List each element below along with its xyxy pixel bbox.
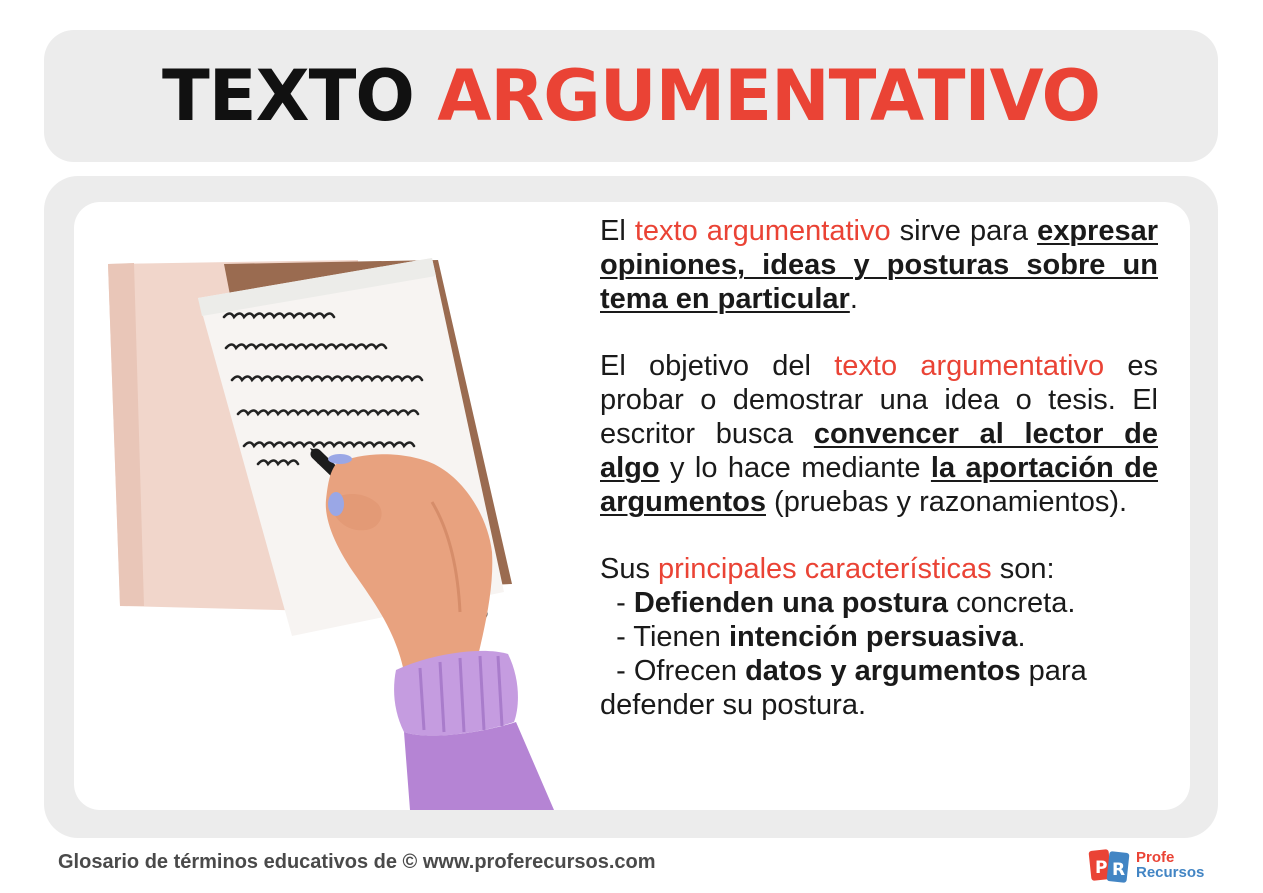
footer-text: Glosario de términos educativos de (58, 851, 397, 873)
text-run: Sus (600, 553, 659, 585)
footer-credit (58, 851, 656, 874)
highlight-term: texto argumentativo (834, 350, 1105, 382)
list-item: - Defienden una postura concreta. (600, 587, 1076, 619)
list-item: - Tienen intención persuasiva. (600, 621, 1026, 653)
underlined-phrase: convencer al lector de algo (600, 418, 1158, 484)
paragraph-definition (600, 214, 1158, 316)
profe-recursos-logo (1088, 846, 1204, 884)
paragraph-objective (600, 349, 1158, 519)
logo-line-profe: Profe (1136, 849, 1175, 866)
text-run: . (849, 283, 858, 315)
svg-text:P: P (1095, 858, 1108, 878)
text-run: son: (991, 553, 1055, 585)
logo-wordmark (1136, 850, 1204, 880)
sleeve (394, 651, 554, 810)
text-run: El objetivo del (600, 350, 835, 382)
footer-url[interactable]: www.proferecursos.com (422, 851, 656, 873)
pr-logo-icon (1088, 846, 1132, 884)
definition-text (600, 214, 1158, 722)
highlight-term: principales características (658, 553, 992, 585)
text-run: y lo hace mediante (659, 452, 931, 484)
underlined-phrase: expresar opiniones, ideas y posturas sobre un tema en particular (600, 215, 1158, 315)
text-run: sirve para (890, 215, 1038, 247)
svg-text:R: R (1112, 860, 1126, 880)
page-title (162, 55, 1100, 137)
text-run: es probar o demostrar una idea o tesis. El escritor busca (600, 350, 1159, 450)
characteristics-list (600, 586, 1158, 722)
copyright-icon: © (402, 851, 418, 873)
underlined-phrase: la aportación de argumentos (600, 452, 1159, 518)
title-word-argumentativo: ARGUMENTATIVO (437, 55, 1100, 137)
text-run: (pruebas y razonamientos). (765, 486, 1128, 518)
paragraph-characteristics (600, 552, 1158, 586)
logo-line-recursos: Recursos (1136, 864, 1205, 881)
highlight-term: texto argumentativo (634, 215, 891, 247)
content-card (74, 202, 1190, 810)
title-word-texto: TEXTO (162, 55, 414, 137)
text-run: El (600, 215, 635, 247)
writing-hand-illustration (74, 202, 594, 810)
list-item: - Ofrecen datos y argumentos para defender su postura. (600, 655, 1095, 721)
title-banner (44, 30, 1218, 162)
